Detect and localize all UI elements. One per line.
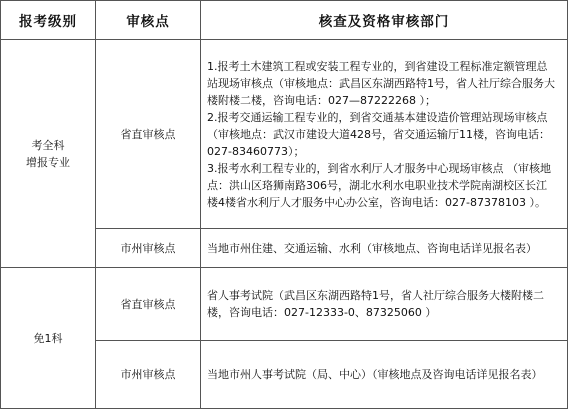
- level-cell-exempt: [1, 268, 96, 409]
- review-point-cell: [96, 229, 201, 268]
- review-point-label: 市州审核点: [120, 368, 176, 381]
- table-row: [1, 268, 568, 341]
- review-point-cell: [96, 40, 201, 229]
- department-cell: [201, 341, 568, 409]
- level-cell-full: [1, 40, 96, 268]
- header-department: 核查及资格审核部门: [201, 1, 568, 40]
- department-detail: 省人事考试院（武昌区东湖西路特1号，省人社厅综合服务大楼附楼二楼，咨询电话：027-12333-0、87325060 ）: [207, 289, 544, 319]
- review-point-label: 省直审核点: [120, 127, 176, 141]
- department-detail: 当地市州住建、交通运输、水利（审核地点、咨询电话详见报名表）: [207, 241, 537, 255]
- review-point-label: 市州审核点: [120, 241, 176, 255]
- level-label: 考全科 增报专业: [26, 138, 70, 169]
- table-row: [1, 40, 568, 229]
- review-point-label: 省直审核点: [120, 297, 176, 311]
- department-detail: 当地市州人事考试院（局、中心）（审核地点及咨询电话详见报名表）: [207, 368, 543, 381]
- department-cell: [201, 268, 568, 341]
- table-header-row: [1, 1, 568, 40]
- header-level: 报考级别: [1, 1, 96, 40]
- review-point-cell: [96, 341, 201, 409]
- level-label: 免1科: [33, 331, 63, 345]
- department-detail: 1.报考土木建筑工程或安装工程专业的，到省建设工程标准定额管理总站现场审核点（审核地点：武昌区东湖西路特1号，省人社厅综合服务大楼附楼二楼，咨询电话：027—87222268 ）； 2.报考交通运输工程专业的，到省交通基本建设造价管理站现场审核点 （审核地点：武汉市建设大道428号，省交通运输厅11楼，咨询电话：027-83460773）； 3.报考水利工程专业的，到省水利厅人才服务中心现场审核点 （审核地点：洪山区珞狮南路306号，湖北水利水电职业技术学院南湖校区长江楼4楼省水利厅人才服务中心办公室，咨询电话：027-87378103 ）。: [207, 59, 555, 209]
- department-cell: [201, 40, 568, 229]
- review-point-cell: [96, 268, 201, 341]
- department-cell: [201, 229, 568, 268]
- header-review-point: 审核点: [96, 1, 201, 40]
